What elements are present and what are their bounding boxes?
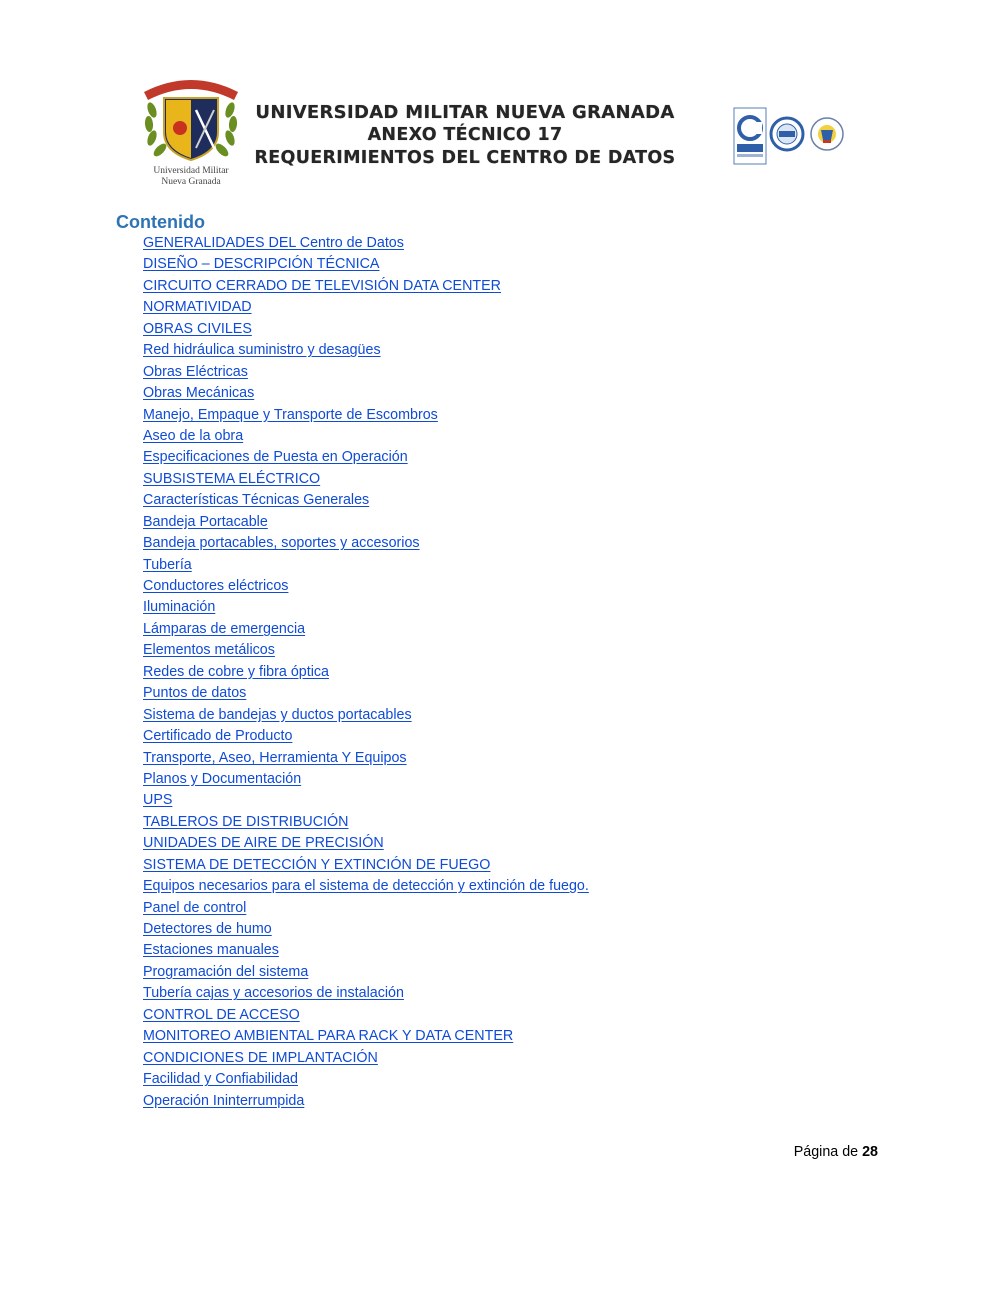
toc-link[interactable]: UNIDADES DE AIRE DE PRECISIÓN [143,835,384,852]
toc-link[interactable]: Transporte, Aseo, Herramienta Y Equipos [143,749,407,766]
toc-heading: Contenido [116,212,205,232]
toc-item [143,940,589,961]
toc-link[interactable]: Iluminación [143,599,216,616]
toc-item [143,705,589,726]
toc-item [143,447,589,468]
toc-link[interactable]: Características Técnicas Generales [143,492,370,509]
toc-item [143,962,589,983]
toc-item [143,619,589,640]
toc-item [143,683,589,704]
logo-caption-line2: Nueva Granada [161,177,221,187]
toc-item [143,1069,589,1090]
toc-link[interactable]: Elementos metálicos [143,642,275,659]
toc-item [143,576,589,597]
toc-item [143,1091,589,1112]
toc-item [143,254,589,275]
toc-item [143,469,589,490]
toc-item [143,426,589,447]
toc-link[interactable]: DISEÑO – DESCRIPCIÓN TÉCNICA [143,256,380,273]
toc-item [143,662,589,683]
document-title [250,101,680,170]
toc-link[interactable]: Bandeja Portacable [143,513,268,530]
toc-link[interactable]: GENERALIDADES DEL Centro de Datos [143,235,404,251]
toc-item [143,748,589,769]
toc-item [143,383,589,404]
icontec-seal-icon [734,108,766,164]
toc-link[interactable]: Planos y Documentación [143,770,302,787]
toc-link[interactable]: Tubería cajas y accesorios de instalación [143,985,404,1002]
toc-link[interactable]: Panel de control [143,899,247,916]
toc-link[interactable]: Manejo, Empaque y Transporte de Escombros [143,406,438,423]
toc-item [143,490,589,511]
toc-item [143,833,589,854]
toc-link[interactable]: Lámparas de emergencia [143,620,306,637]
colombia-seal-icon [811,118,843,150]
toc-item [143,319,589,340]
toc-link[interactable]: CONTROL DE ACCESO [143,1006,300,1023]
page-footer [794,1142,878,1162]
toc-link[interactable]: Redes de cobre y fibra óptica [143,663,329,680]
toc-link[interactable]: Certificado de Producto [143,728,293,745]
toc-link[interactable]: Bandeja portacables, soportes y accesorios [143,535,420,552]
toc-link[interactable]: Estaciones manuales [143,942,279,959]
toc-item [143,1026,589,1047]
logo-caption-line1: Universidad Militar [153,166,229,176]
toc-item [143,726,589,747]
toc-link[interactable]: Puntos de datos [143,685,247,702]
toc-link[interactable]: Sistema de bandejas y ductos portacables [143,706,412,723]
toc-link[interactable]: Conductores eléctricos [143,578,289,594]
toc-link[interactable]: Obras Eléctricas [143,363,248,380]
toc-list [143,233,589,1112]
toc-item [143,297,589,318]
title-line-requirements: REQUERIMIENTOS DEL CENTRO DE DATOS [254,148,676,168]
toc-link[interactable]: Operación Ininterrumpida [143,1092,305,1109]
toc-item [143,1048,589,1069]
title-line-annex: ANEXO TÉCNICO 17 [367,125,563,145]
toc-item [143,233,589,254]
toc-item [143,919,589,940]
toc-item [143,597,589,618]
toc-link[interactable]: CIRCUITO CERRADO DE TELEVISIÓN DATA CENTER [143,277,502,294]
toc-link[interactable]: CONDICIONES DE IMPLANTACIÓN [143,1049,378,1066]
toc-item [143,640,589,661]
title-line-university: UNIVERSIDAD MILITAR NUEVA GRANADA [255,102,675,123]
logo-caption [138,166,244,188]
toc-item [143,276,589,297]
toc-item [143,1005,589,1026]
toc-link[interactable]: Facilidad y Confiabilidad [143,1071,298,1088]
toc-item [143,362,589,383]
total-pages: 28 [862,1144,878,1160]
toc-item [143,533,589,554]
page-label: Página de [793,1144,859,1160]
toc-item [143,405,589,426]
toc-link[interactable]: Detectores de humo [143,921,272,937]
toc-link[interactable]: SISTEMA DE DETECCIÓN Y EXTINCIÓN DE FUEGO [143,856,491,873]
toc-link[interactable]: Tubería [143,556,192,573]
toc-link[interactable]: MONITOREO AMBIENTAL PARA RACK Y DATA CENTER [143,1028,514,1045]
iqnet-seal-icon [771,118,803,150]
university-logo [138,70,244,194]
toc-link[interactable]: Especificaciones de Puesta en Operación [143,449,408,466]
toc-item [143,876,589,897]
toc-item [143,855,589,876]
toc-link[interactable]: Obras Mecánicas [143,385,255,402]
toc-item [143,555,589,576]
university-crest-icon [138,70,244,166]
toc-link[interactable]: SUBSISTEMA ELÉCTRICO [143,470,321,487]
toc-link[interactable]: NORMATIVIDAD [143,299,252,316]
toc-link[interactable]: UPS [143,792,173,809]
certification-logos [732,106,848,168]
toc-link[interactable]: TABLEROS DE DISTRIBUCIÓN [143,813,349,830]
toc-item [143,812,589,833]
toc-link[interactable]: Programación del sistema [143,963,309,980]
toc-item [143,898,589,919]
page-header [0,0,1000,200]
toc-item [143,340,589,361]
toc-link[interactable]: OBRAS CIVILES [143,320,252,337]
toc-item [143,983,589,1004]
toc-item [143,790,589,811]
toc-link[interactable]: Equipos necesarios para el sistema de detección y extinción de fuego. [143,878,589,895]
toc-item [143,769,589,790]
toc-link[interactable]: Aseo de la obra [143,427,244,444]
toc-item [143,512,589,533]
toc-link[interactable]: Red hidráulica suministro y desagües [143,342,381,359]
